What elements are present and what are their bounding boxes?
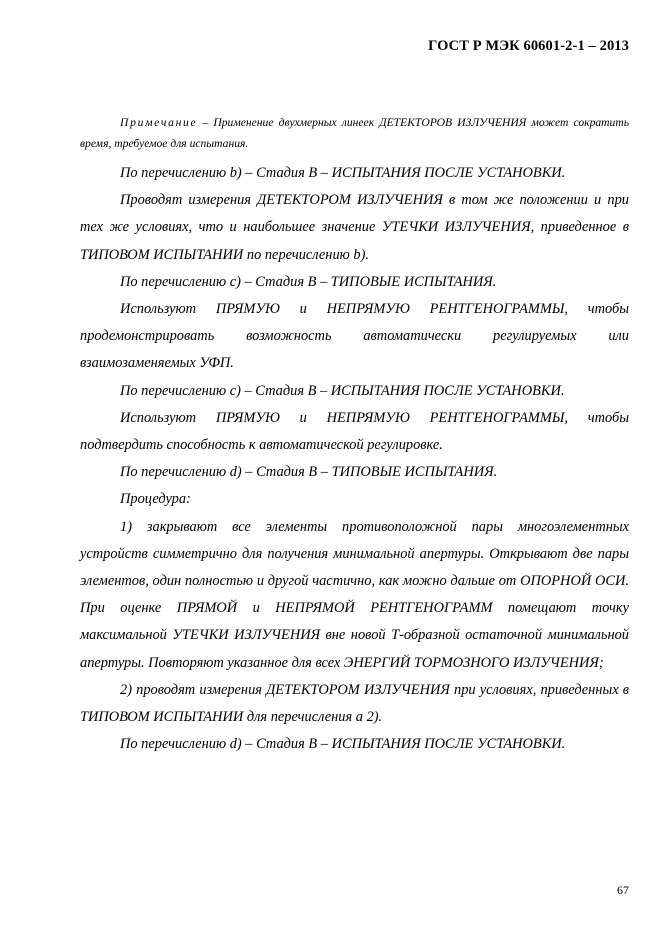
- page-body: [80, 112, 629, 758]
- paragraph-6: Используют ПРЯМУЮ и НЕПРЯМУЮ РЕНТГЕНОГРАММЫ, чтобы подтвердить способность к автоматической регулировке.: [80, 409, 629, 454]
- paragraph-5: По перечислению с) – Стадия В – ИСПЫТАНИЯ ПОСЛЕ УСТАНОВКИ.: [120, 382, 565, 399]
- page-number: 67: [617, 883, 629, 897]
- note-lead: Примечание: [120, 116, 198, 129]
- paragraph-11: По перечислению d) – Стадия В – ИСПЫТАНИЯ ПОСЛЕ УСТАНОВКИ.: [120, 736, 566, 753]
- paragraph-8: Процедура:: [120, 491, 191, 508]
- note-paragraph: [80, 112, 629, 154]
- note-text: – Применение двухмерных линеек ДЕТЕКТОРОВ ИЗЛУЧЕНИЯ может сократить время, требуемое для испытания.: [80, 116, 629, 150]
- paragraph-3: По перечислению с) – Стадия В – ТИПОВЫЕ ИСПЫТАНИЯ.: [120, 273, 497, 290]
- paragraph-9: 1) закрывают все элементы противоположной пары многоэлементных устройств симметрично для получения минимальной апертуры. Открывают две пары элементов, один полностью и другой частично, как можно дальше от ОПОРНОЙ ОСИ. При оценке ПРЯМОЙ и НЕПРЯМОЙ РЕНТГЕНОГРАММ помещают точку максимальной УТЕЧКИ ИЗЛУЧЕНИЯ вне новой Т-образной остаточной минимальной апертуры. Повторяют указанное для всех ЭНЕРГИЙ ТОРМОЗНОГО ИЗЛУЧЕНИЯ;: [80, 518, 629, 671]
- paragraph-10: 2) проводят измерения ДЕТЕКТОРОМ ИЗЛУЧЕНИЯ при условиях, приведенных в ТИПОВОМ ИСПЫТАНИИ для перечисления а 2).: [80, 681, 629, 726]
- paragraph-4: Используют ПРЯМУЮ и НЕПРЯМУЮ РЕНТГЕНОГРАММЫ, чтобы продемонстрировать возможность автоматически регулируемых или взаимозаменяемых УФП.: [80, 301, 629, 372]
- paragraph-7: По перечислению d) – Стадия В – ТИПОВЫЕ ИСПЫТАНИЯ.: [120, 464, 498, 481]
- paragraph-1: По перечислению b) – Стадия В – ИСПЫТАНИЯ ПОСЛЕ УСТАНОВКИ.: [120, 165, 566, 181]
- standard-designation: ГОСТ Р МЭК 60601-2-1 – 2013: [428, 38, 629, 54]
- paragraph-2: Проводят измерения ДЕТЕКТОРОМ ИЗЛУЧЕНИЯ в том же положении и при тех же условиях, что и наибольшее значение УТЕЧКИ ИЗЛУЧЕНИЯ, приведенное в ТИПОВОМ ИСПЫТАНИИ по перечислению b).: [80, 192, 629, 263]
